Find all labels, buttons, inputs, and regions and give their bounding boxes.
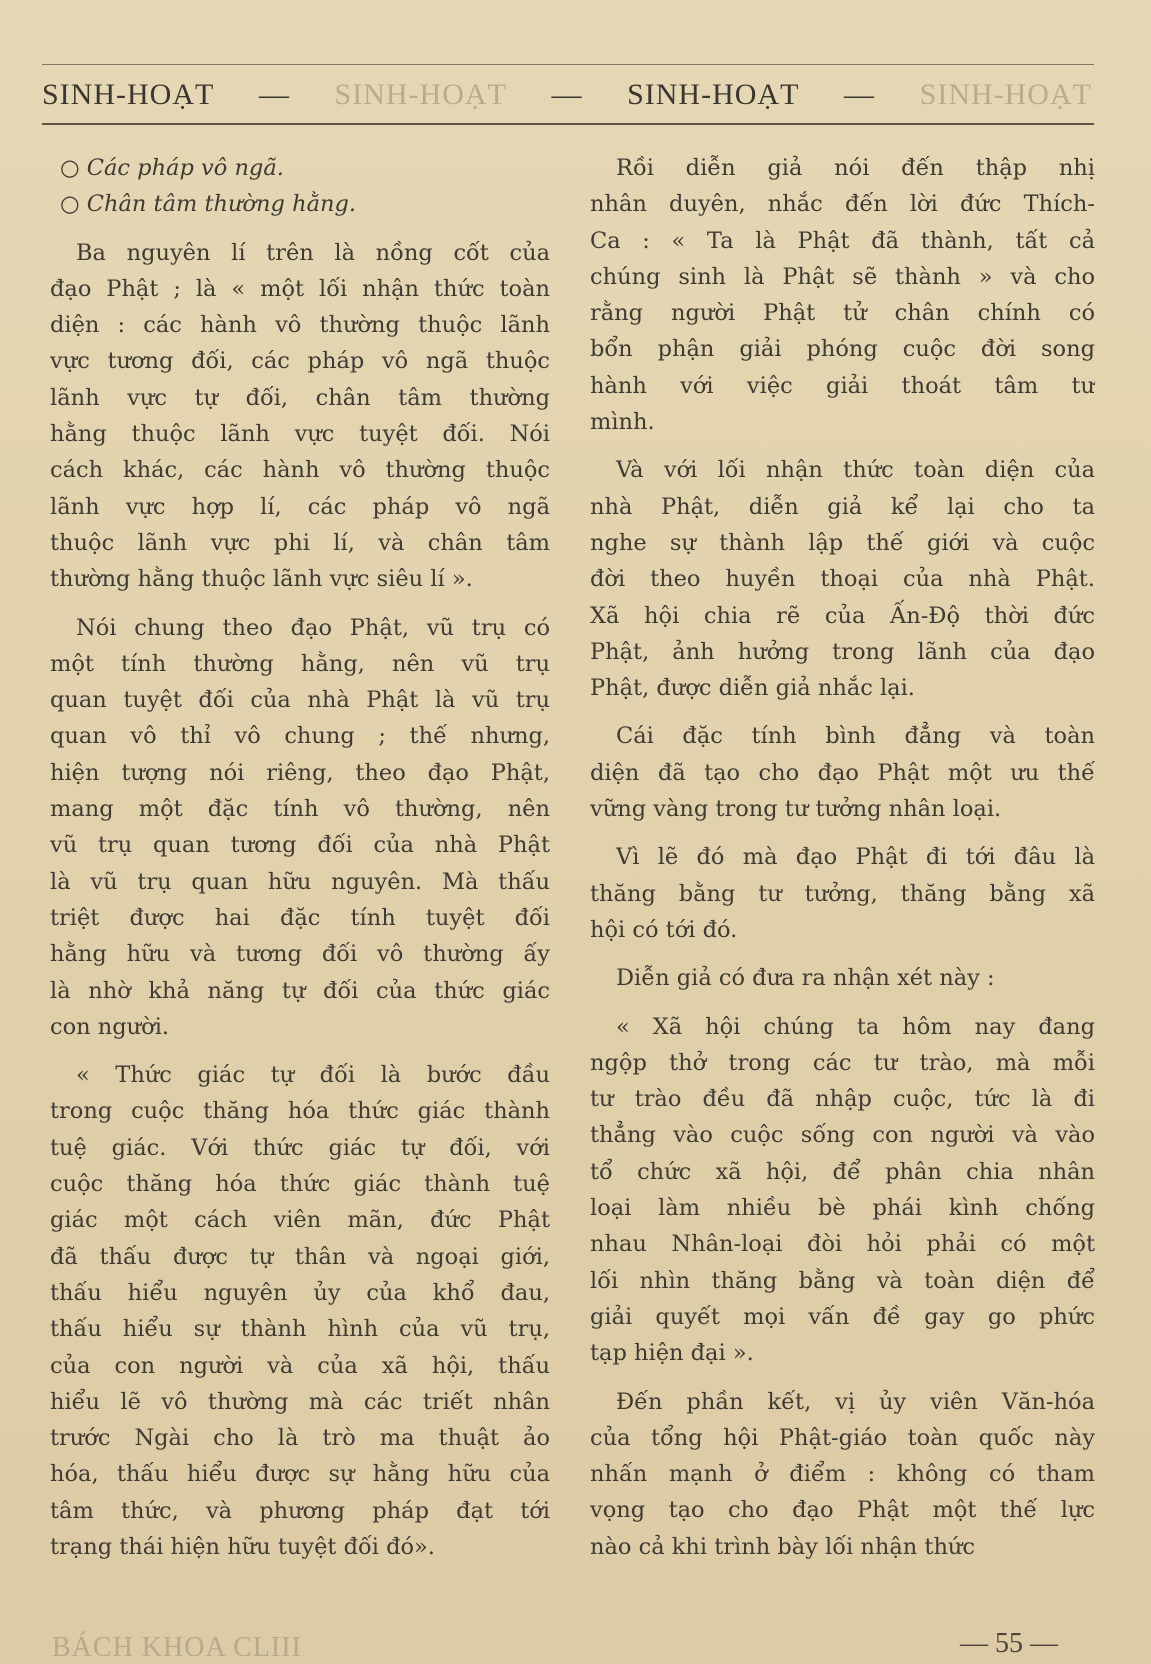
text-line: tuệ giác. Với thức giác tự đối, với xyxy=(50,1134,550,1161)
text-line: Xã hội chia rẽ của Ấn-Độ thời đức xyxy=(590,602,1095,629)
header-dash-1: — xyxy=(258,78,290,111)
text-line: con người. xyxy=(50,1013,170,1040)
paragraph-gap xyxy=(590,997,1095,1009)
text-line: vũ trụ quan tương đối của nhà Phật xyxy=(50,832,550,859)
header-3: SINH-HOẠT xyxy=(627,78,800,111)
text-line: tạp hiện đại ». xyxy=(590,1340,754,1367)
text-line: hành với việc giải thoát tâm tư xyxy=(590,372,1095,399)
text-line: « Thức giác tự đối là bước đầu xyxy=(76,1062,550,1089)
text-line: thấu hiểu nguyên ủy của khổ đau, xyxy=(50,1279,550,1306)
text-line: nhà Phật, diễn giả kể lại cho ta xyxy=(590,493,1095,520)
text-line: nghe sự thành lập thế giới và cuộc xyxy=(590,529,1095,556)
text-line: tổ chức xã hội, để phân chia nhân xyxy=(590,1158,1095,1185)
text-line: ○ Các pháp vô ngã. xyxy=(60,155,284,181)
paragraph-gap xyxy=(590,706,1095,718)
text-line: Phật, ảnh hưởng trong lãnh của đạo xyxy=(590,638,1095,665)
text-line: trước Ngài cho là trò ma thuật ảo xyxy=(50,1425,550,1452)
text-line: Ba nguyên lí trên là nồng cốt của xyxy=(76,239,550,266)
text-line: thường hằng thuộc lãnh vực siêu lí ». xyxy=(50,566,473,593)
text-line: hằng hữu và tương đối vô thường ấy xyxy=(50,941,550,968)
text-line: Diễn giả có đưa ra nhận xét này : xyxy=(616,965,995,992)
text-line: là nhờ khả năng tự đối của thức giác xyxy=(50,977,550,1004)
text-line: hóa, thấu hiểu được sự hằng hữu của xyxy=(50,1461,550,1488)
text-line: hiện tượng nói riêng, theo đạo Phật, xyxy=(50,759,550,786)
text-line: vọng tạo cho đạo Phật một thế lực xyxy=(590,1497,1095,1524)
text-line: trong cuộc thăng hóa thức giác thành xyxy=(50,1098,550,1125)
text-line: quan vô thỉ vô chung ; thế nhưng, xyxy=(50,723,550,750)
text-line: Và với lối nhận thức toàn diện của xyxy=(616,457,1095,484)
text-line: đời theo huyền thoại của nhà Phật. xyxy=(590,566,1095,593)
text-line: chúng sinh là Phật sẽ thành » và cho xyxy=(590,263,1095,290)
text-line: loại làm nhiều bè phái kình chống xyxy=(590,1195,1095,1222)
text-line: Phật, được diễn giả nhắc lại. xyxy=(590,675,915,702)
paragraph-gap xyxy=(50,1045,550,1057)
text-line: nào cả khi trình bày lối nhận thức xyxy=(590,1533,976,1560)
paragraph-gap xyxy=(590,1372,1095,1384)
text-line: quan tuyệt đối của nhà Phật là vũ trụ xyxy=(50,687,550,714)
text-line: của tổng hội Phật-giáo toàn quốc này xyxy=(590,1424,1095,1451)
text-line: triệt được hai đặc tính tuyệt đối xyxy=(50,904,550,931)
footer-publication: BÁCH KHOA CLIII xyxy=(52,1632,302,1663)
text-line: giác một cách viên mãn, đức Phật xyxy=(50,1207,550,1234)
text-line: hội có tới đó. xyxy=(590,916,738,943)
text-line: thuộc lãnh vực phi lí, và chân tâm xyxy=(50,529,550,556)
text-line: một tính thường hằng, nên vũ trụ xyxy=(50,650,550,677)
text-line: cách khác, các hành vô thường thuộc xyxy=(50,457,550,484)
header-rule xyxy=(42,123,1094,125)
text-line: vực tương đối, các pháp vô ngã thuộc xyxy=(50,348,550,375)
text-line: hiểu lẽ vô thường mà các triết nhân xyxy=(50,1388,550,1415)
header-dash-2: — xyxy=(551,78,583,111)
text-line: lãnh vực tự đối, chân tâm thường xyxy=(50,384,550,411)
text-line: Nói chung theo đạo Phật, vũ trụ có xyxy=(76,614,550,641)
text-line: trạng thái hiện hữu tuyệt đối đó». xyxy=(50,1533,435,1560)
header-4: SINH-HOẠT xyxy=(919,78,1092,111)
text-line: giải quyết mọi vấn đề gay go phức xyxy=(590,1303,1095,1330)
text-line: nhân duyên, nhắc đến lời đức Thích- xyxy=(590,191,1095,218)
text-line: bổn phận giải phóng cuộc đời song xyxy=(590,336,1095,363)
top-rule xyxy=(42,64,1094,65)
text-line: tư trào đều đã nhập cuộc, tức là đi xyxy=(590,1086,1095,1113)
text-line: Ca : « Ta là Phật đã thành, tất cả xyxy=(590,227,1095,254)
text-line: « Xã hội chúng ta hôm nay đang xyxy=(616,1013,1095,1040)
paragraph-gap xyxy=(590,440,1095,452)
text-line: Đến phần kết, vị ủy viên Văn-hóa xyxy=(616,1388,1095,1415)
text-line: lối nhìn thăng bằng và toàn diện để xyxy=(590,1267,1095,1294)
page-number: — 55 — xyxy=(960,1628,1058,1659)
text-line: Cái đặc tính bình đẳng và toàn xyxy=(616,723,1095,750)
text-line: rằng người Phật tử chân chính có xyxy=(590,300,1095,327)
text-line: vững vàng trong tư tưởng nhân loại. xyxy=(590,796,1002,823)
paragraph-gap xyxy=(50,598,550,610)
text-line: nhấn mạnh ở điểm : không có tham xyxy=(590,1461,1095,1488)
running-header xyxy=(42,78,1092,112)
header-1: SINH-HOẠT xyxy=(42,78,215,111)
text-line: ngộp thở trong các tư trào, mà mỗi xyxy=(590,1049,1095,1076)
text-line: của con người và của xã hội, thấu xyxy=(50,1352,550,1379)
right-column xyxy=(590,150,1095,1565)
text-line: tâm thức, và phương pháp đạt tới xyxy=(50,1497,550,1524)
text-line: cuộc thăng hóa thức giác thành tuệ xyxy=(50,1171,550,1198)
paragraph-gap xyxy=(50,223,550,235)
text-line: thẳng vào cuộc sống con người và vào xyxy=(590,1122,1095,1149)
text-line: đã thấu được tự thân và ngoại giới, xyxy=(50,1243,550,1270)
text-line: diện đã tạo cho đạo Phật một ưu thế xyxy=(590,759,1095,786)
text-line: Rồi diễn giả nói đến thập nhị xyxy=(616,155,1095,181)
text-line: lãnh vực hợp lí, các pháp vô ngã xyxy=(50,493,550,520)
text-line: Vì lẽ đó mà đạo Phật đi tới đâu là xyxy=(616,844,1095,871)
left-column xyxy=(50,150,550,1565)
text-line: mang một đặc tính vô thường, nên xyxy=(50,796,550,823)
header-2: SINH-HOẠT xyxy=(334,78,507,111)
text-line: ○ Chân tâm thường hằng. xyxy=(60,191,357,218)
text-line: thấu hiểu sự thành hình của vũ trụ, xyxy=(50,1316,550,1343)
text-line: đạo Phật ; là « một lối nhận thức toàn xyxy=(50,275,550,302)
text-line: nhau Nhân-loại đòi hỏi phải có một xyxy=(590,1231,1095,1258)
text-line: diện : các hành vô thường thuộc lãnh xyxy=(50,312,550,339)
text-line: hằng thuộc lãnh vực tuyệt đối. Nói xyxy=(50,421,550,448)
text-line: thăng bằng tư tưởng, thăng bằng xã xyxy=(590,880,1095,907)
text-line: mình. xyxy=(590,409,655,436)
header-dash-3: — xyxy=(844,78,876,111)
text-line: là vũ trụ quan hữu nguyên. Mà thấu xyxy=(50,868,550,895)
paragraph-gap xyxy=(590,948,1095,960)
paragraph-gap xyxy=(590,827,1095,839)
